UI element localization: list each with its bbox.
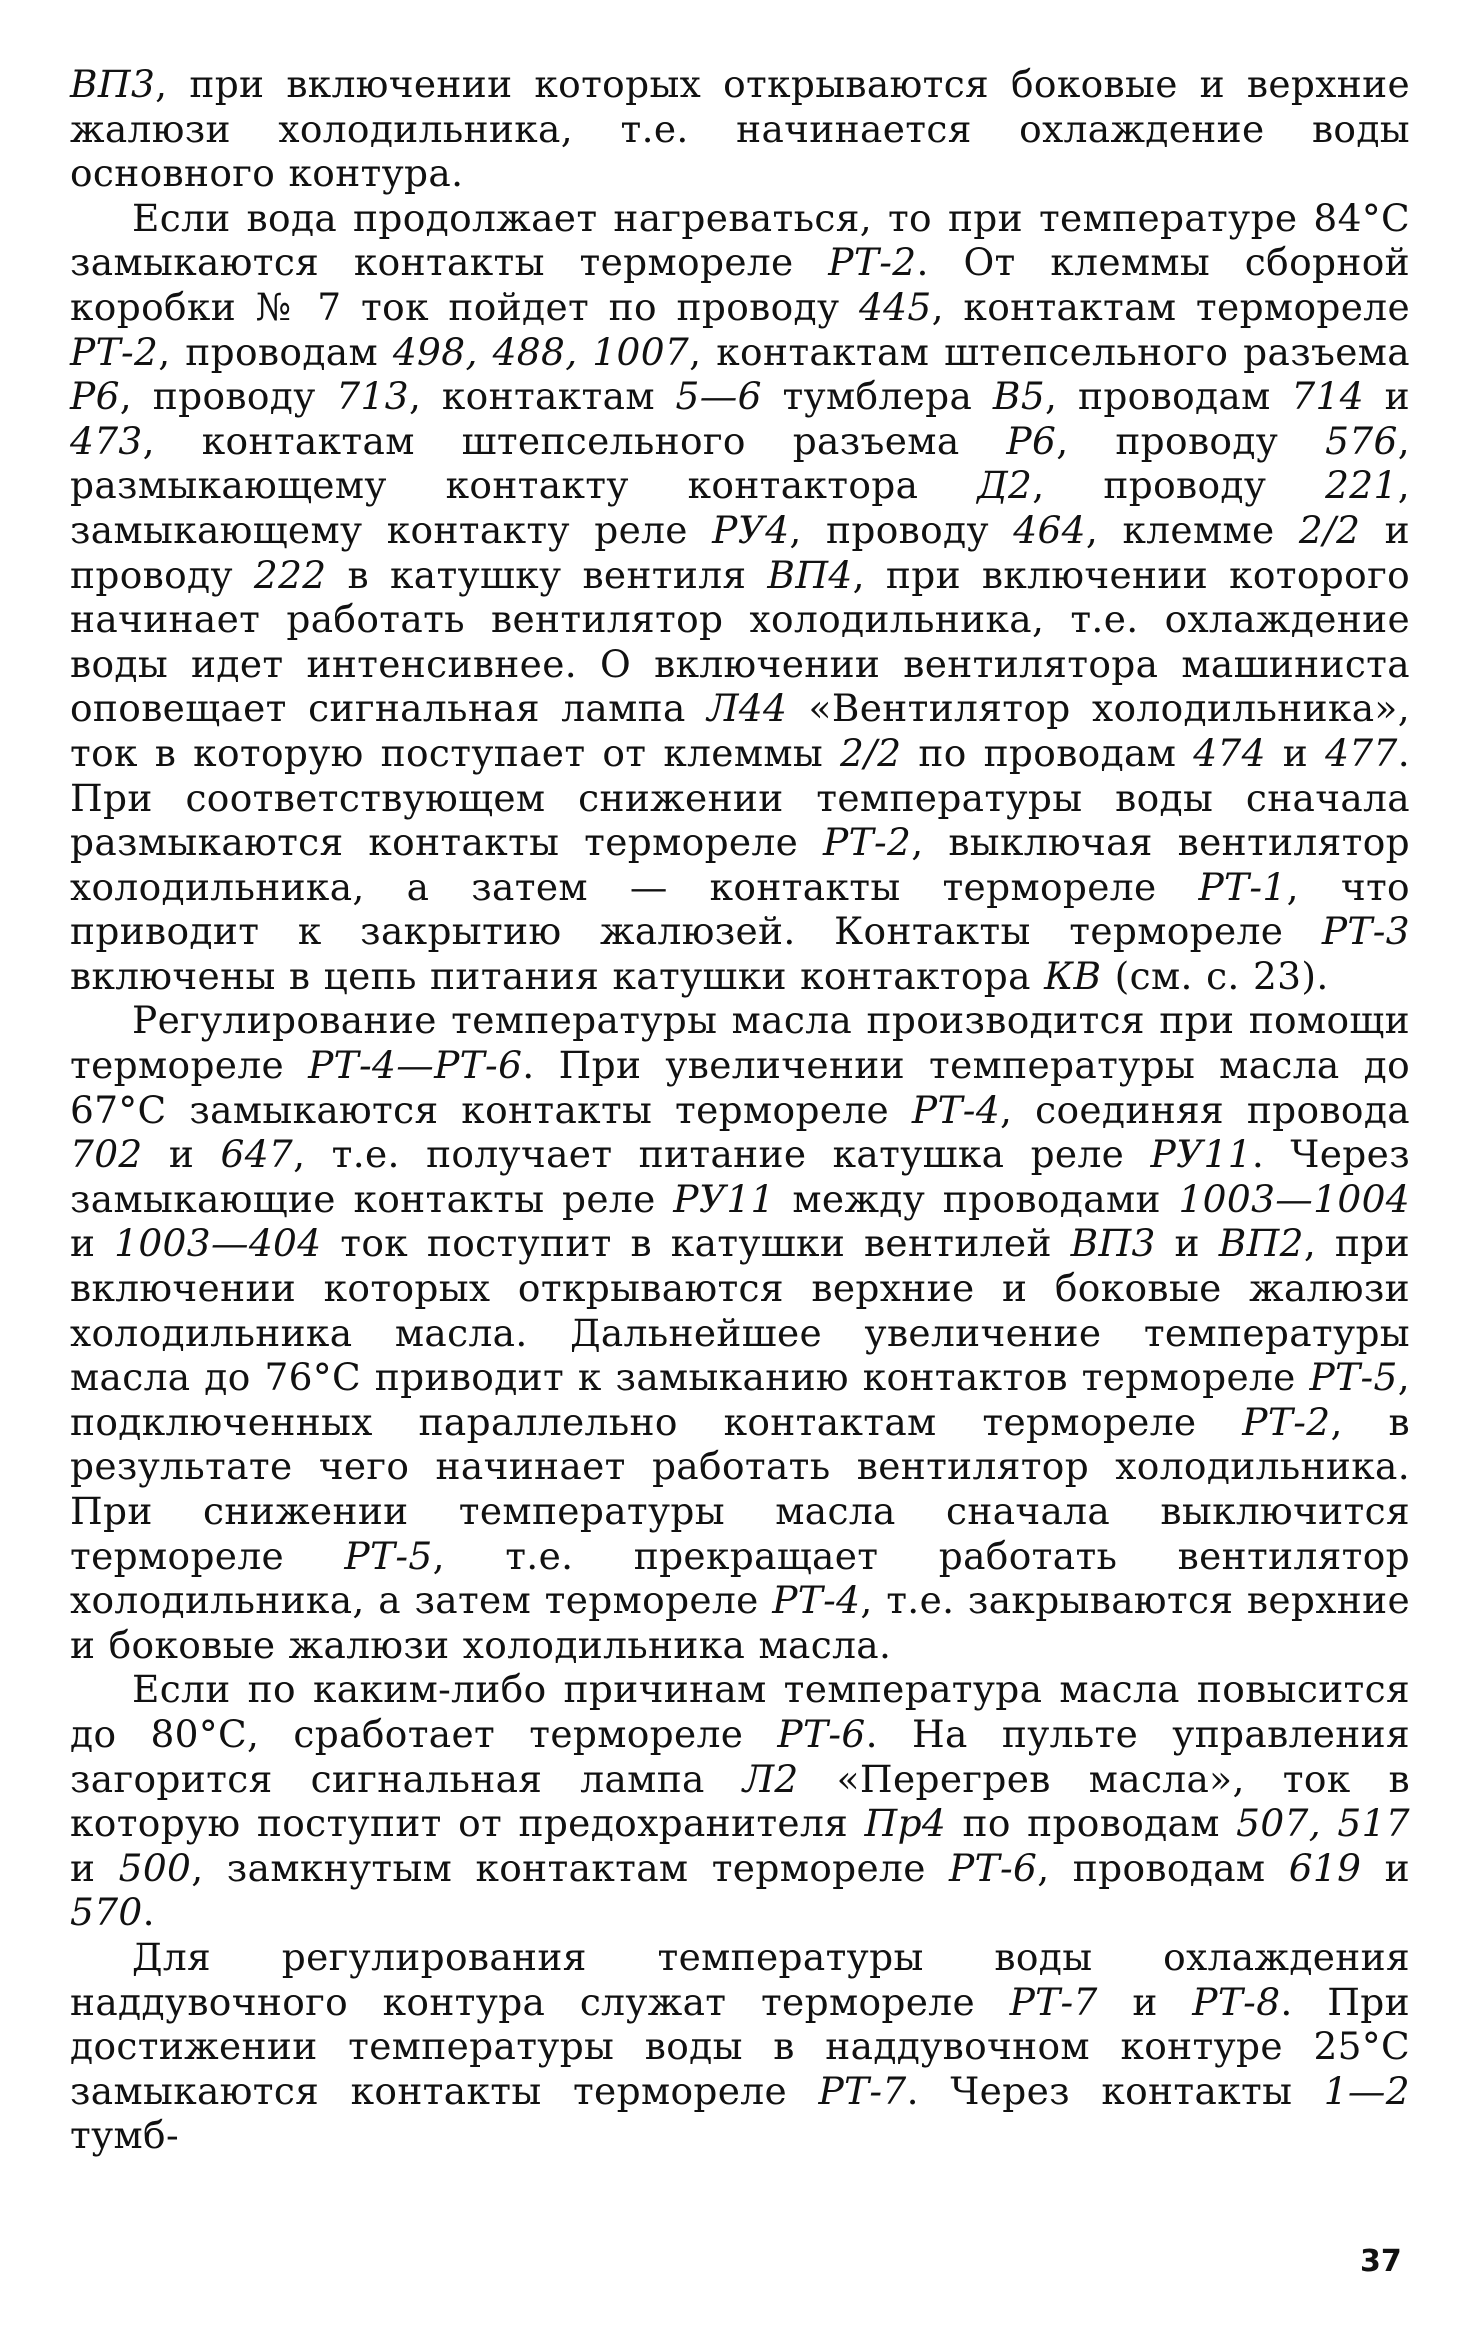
italic-ref: 477 [1325, 730, 1398, 775]
italic-ref: РТ-4 [772, 1578, 861, 1623]
italic-ref: РТ-5 [344, 1533, 433, 1578]
italic-ref: 714 [1291, 374, 1364, 419]
text-run: . Через замыкающие контакты реле [70, 1132, 1411, 1221]
italic-ref: РУ4 [712, 507, 790, 552]
text-run: тумб- [70, 2113, 179, 2158]
paragraph-4 [70, 1667, 1410, 1935]
text-run: , размыкающему контакту контактора [70, 418, 1410, 508]
italic-ref: РТ-2 [1242, 1399, 1331, 1444]
italic-ref: В5 [992, 374, 1046, 419]
italic-ref: РТ-2 [828, 240, 917, 285]
text-run: (см. с. 23). [1101, 953, 1329, 998]
italic-ref: Л2 [742, 1756, 799, 1801]
text-run: . На пульте управления загорится сигнальная лампа [70, 1711, 1410, 1801]
page-number: 37 [1360, 2244, 1402, 2279]
italic-ref: ВП2 [1218, 1221, 1304, 1266]
italic-ref: 464 [1013, 507, 1086, 552]
italic-ref: РТ-1 [1198, 864, 1287, 909]
italic-ref: Д2 [977, 463, 1033, 508]
page-body [70, 62, 1410, 2158]
italic-ref: 702 [70, 1132, 143, 1177]
italic-ref: 445 [858, 284, 932, 329]
text-run: , контактам [408, 374, 676, 419]
text-run: и проводу [70, 507, 1410, 597]
italic-ref: РТ-7 [1009, 1979, 1098, 2024]
italic-ref: Р6 [1006, 418, 1057, 463]
text-run: , проводу [1056, 418, 1326, 463]
text-run: , контактам штепсельного разъема [689, 329, 1410, 374]
text-run: и [1155, 1221, 1219, 1266]
text-run: , подключенных параллельно контактам термореле [70, 1355, 1410, 1444]
italic-ref: РТ-4 [911, 1087, 1001, 1132]
italic-ref: ВП3 [70, 62, 156, 106]
text-run: . При увеличении температуры масла до 67°С замыкаются контакты термореле [70, 1043, 1411, 1132]
paragraph-2 [70, 196, 1410, 999]
italic-ref: Пр4 [864, 1801, 947, 1846]
paragraph-3 [70, 998, 1410, 1667]
text-run: , контактам штепсельного разъема [142, 418, 1007, 463]
paragraph-1 [70, 62, 1410, 196]
italic-ref: РТ-2 [70, 329, 159, 374]
text-run: , в результате чего начинает работать вентилятор холодильника. При снижении температуры масла сначала выключится термореле [70, 1399, 1410, 1578]
italic-ref: Л44 [707, 686, 788, 731]
text-run: по проводам [946, 1801, 1237, 1846]
text-run: , проводу [789, 507, 1014, 552]
italic-ref: РТ-5 [1309, 1355, 1398, 1400]
italic-ref: 500 [118, 1845, 192, 1890]
text-run: , клемме [1085, 507, 1299, 552]
text-run: «Перегрев масла», ток в которую поступит от предохранителя [70, 1756, 1410, 1846]
italic-ref: ВП4 [767, 552, 853, 597]
text-run: . От клеммы сборной коробки № 7 ток пойдет по проводу [70, 240, 1410, 329]
italic-ref: РТ-6 [949, 1845, 1038, 1890]
text-run: и [1361, 1845, 1410, 1890]
text-run: , проводам [1045, 374, 1292, 419]
text-run: , при включении которых открываются верхние и боковые жалюзи холодильника масла. Дальнейшее увеличение температуры масла до 76°С приводит к замыканию контактов термореле [70, 1221, 1410, 1400]
text-run: , контактам термореле [931, 284, 1410, 329]
italic-ref: 222 [253, 552, 327, 597]
text-run: и [1363, 374, 1411, 419]
italic-ref: 570 [70, 1890, 143, 1935]
italic-ref: 498, 488, 1007 [392, 329, 690, 374]
text-run: , т.е. получает питание катушка реле [293, 1132, 1151, 1177]
text-run: , что приводит к закрытию жалюзей. Контакты термореле [70, 864, 1410, 954]
text-run: Если по каким-либо причинам температура масла повысится до 80°С, сработает термореле [70, 1667, 1410, 1756]
italic-ref: РУ11 [1150, 1132, 1252, 1177]
italic-ref: 221 [1325, 463, 1398, 508]
text-run: , при включении которого начинает работать вентилятор холодильника, т.е. охлаждение воды идет интенсивнее. О включении вентилятора машиниста оповещает сигнальная лампа [70, 552, 1411, 731]
italic-ref: РТ-2 [823, 820, 912, 865]
italic-ref: РТ-6 [777, 1711, 866, 1756]
italic-ref: ВП3 [1070, 1221, 1156, 1266]
text-run: между проводами [774, 1176, 1179, 1221]
italic-ref: РТ-4—РТ-6 [308, 1043, 523, 1088]
italic-ref: 1—2 [1323, 2068, 1410, 2113]
text-run: . Через контакты [906, 2068, 1324, 2113]
italic-ref: РТ-8 [1192, 1979, 1281, 2024]
italic-ref: 576 [1325, 418, 1398, 463]
italic-ref: 713 [336, 374, 409, 419]
italic-ref: 1003—404 [114, 1221, 322, 1266]
text-run: и [1265, 730, 1326, 775]
italic-ref: РТ-3 [1321, 909, 1410, 954]
italic-ref: 647 [220, 1132, 294, 1177]
text-run: , замкнутым контактам термореле [191, 1845, 950, 1890]
text-run: включены в цепь питания катушки контактора [70, 953, 1045, 998]
italic-ref: 473 [70, 418, 143, 463]
text-run: , проводу [119, 374, 337, 419]
text-run: «Вентилятор холодильника», ток в которую поступает от клеммы [70, 686, 1410, 775]
text-run: по проводам [901, 730, 1194, 775]
text-run: и [1097, 1979, 1193, 2024]
text-run: и [70, 1845, 119, 1890]
italic-ref: 2/2 [840, 730, 902, 775]
italic-ref: 474 [1193, 730, 1266, 775]
text-run: Регулирование температуры масла производится при помощи термореле [70, 998, 1410, 1088]
text-run: , т.е. прекращает работать вентилятор холодильника, а затем термореле [70, 1533, 1410, 1623]
text-run: , замыкающему контакту реле [70, 463, 1411, 552]
paragraph-5 [70, 1935, 1410, 2158]
italic-ref: РТ-7 [818, 2068, 907, 2113]
text-run: ток поступит в катушки вентилей [321, 1221, 1071, 1266]
text-run: , проводам [158, 329, 393, 374]
text-run: и [70, 1221, 115, 1266]
italic-ref: 5—6 [675, 374, 762, 419]
italic-ref: КВ [1044, 953, 1102, 998]
italic-ref: Р6 [70, 374, 120, 419]
text-run: . При соответствующем снижении температуры воды сначала размыкаются контакты термореле [70, 730, 1410, 865]
italic-ref: 619 [1288, 1845, 1362, 1890]
text-run: , проводу [1032, 463, 1326, 508]
italic-ref: РУ11 [673, 1176, 775, 1221]
text-run: , при включении которых открываются боковые и верхние жалюзи холодильника, т.е. начинается охлаждение воды основного контура. [70, 62, 1410, 196]
text-run: тумблера [761, 374, 993, 419]
text-run: , выключая вентилятор холодильника, а затем — контакты термореле [70, 820, 1410, 909]
text-run: и [142, 1132, 221, 1177]
text-run: , соединяя провода [1000, 1087, 1411, 1132]
italic-ref: 1003—1004 [1178, 1176, 1410, 1221]
text-run: . [142, 1890, 155, 1935]
text-run: , проводам [1037, 1845, 1289, 1890]
text-run: Для регулирования температуры воды охлаждения наддувочного контура служат термореле [70, 1934, 1410, 2024]
text-run: в катушку вентиля [326, 552, 768, 597]
text-run: , т.е. закрываются верхние и боковые жалюзи холодильника масла. [70, 1578, 1410, 1667]
italic-ref: 2/2 [1298, 507, 1361, 552]
italic-ref: 507, 517 [1236, 1801, 1411, 1846]
text-run: Если вода продолжает нагреваться, то при температуре 84°С замыкаются контакты термореле [70, 195, 1410, 285]
text-run: . При достижении температуры воды в наддувочном контуре 25°С замыкаются контакты термореле [70, 1979, 1411, 2113]
